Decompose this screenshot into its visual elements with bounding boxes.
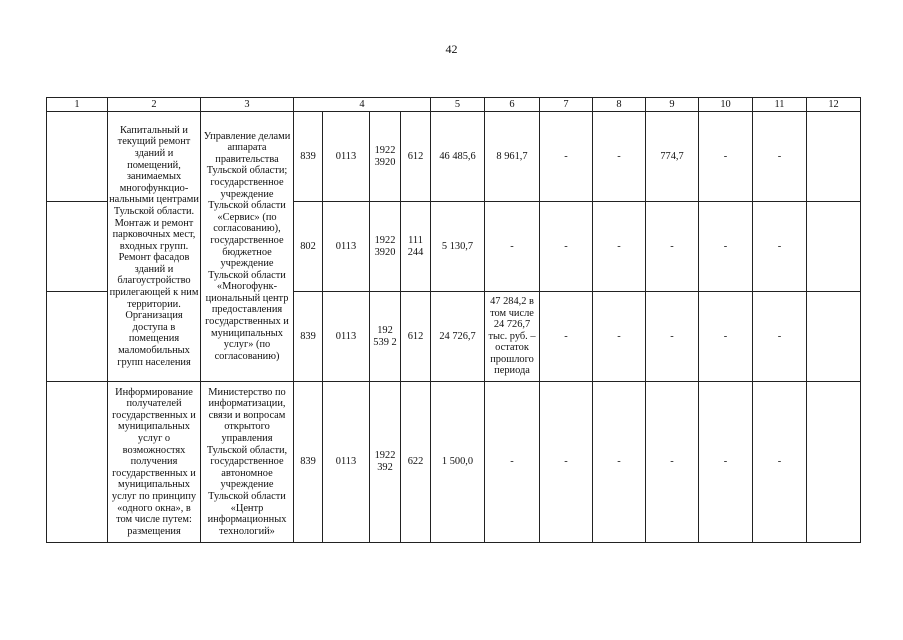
table-row — [47, 112, 861, 202]
col6-cell: 47 284,2 в том числе 24 726,7 тыс. руб. – остаток прошлого периода — [485, 292, 540, 382]
header-cell-11: 11 — [753, 98, 807, 112]
col8-cell: - — [593, 292, 646, 382]
col9-cell: - — [646, 382, 699, 543]
col11-cell: - — [753, 202, 807, 292]
col11-cell: - — [753, 112, 807, 202]
executor-cell: Управление делами аппарата правительства Тульской области; государственное учреждение Тульской области «Сервис» (по согласованию), государственное бюджетное учреждение Тульской области «Многофунк-циональный центр предоставления государственных и муниципальных услуг» (по согласованию) — [201, 112, 294, 382]
activity-cell: Информирование получателей государственных и муниципальных услуг о возможностях получения государственных и муниципальных услуг по принципу «одного окна», в том числе путем: размещения — [108, 382, 201, 543]
executor-cell: Министерство по информатизации, связи и вопросам открытого управления Тульской области, государственное автономное учреждение Тульской области «Центр информационных технологий» — [201, 382, 294, 543]
code-ministry-cell: 839 — [294, 112, 323, 202]
col10-cell: - — [699, 292, 753, 382]
code-section-cell: 0113 — [323, 382, 370, 543]
code-target-cell: 192 539 2 — [370, 292, 401, 382]
code-ministry-cell: 802 — [294, 202, 323, 292]
header-row — [47, 98, 861, 112]
budget-table — [46, 97, 861, 543]
activity-cell: Капитальный и текущий ремонт зданий и помещений, занимаемых многофункцио-нальными центрами Тульской области. Монтаж и ремонт парковочных мест, входных групп. Ремонт фасадов зданий и благоустройство прилегающей к ним территории. Организация доступа в помещения маломобильных групп населения — [108, 112, 201, 382]
code-target-cell: 1922 3920 — [370, 112, 401, 202]
col11-cell: - — [753, 292, 807, 382]
page-number: 42 — [445, 42, 458, 56]
col12-cell — [807, 382, 861, 543]
col5-cell: 46 485,6 — [431, 112, 485, 202]
header-cell-1: 1 — [47, 98, 108, 112]
code-target-cell: 1922 3920 — [370, 202, 401, 292]
col11-cell: - — [753, 382, 807, 543]
col5-cell: 1 500,0 — [431, 382, 485, 543]
col6-cell: - — [485, 202, 540, 292]
header-cell-7: 7 — [540, 98, 593, 112]
row-number-cell — [47, 202, 108, 292]
col12-cell — [807, 292, 861, 382]
col8-cell: - — [593, 112, 646, 202]
col5-cell: 24 726,7 — [431, 292, 485, 382]
header-cell-5: 5 — [431, 98, 485, 112]
col9-cell: - — [646, 202, 699, 292]
col12-cell — [807, 112, 861, 202]
code-ministry-cell: 839 — [294, 382, 323, 543]
col8-cell: - — [593, 202, 646, 292]
code-section-cell: 0113 — [323, 202, 370, 292]
code-type-cell: 612 — [401, 112, 431, 202]
header-cell-12: 12 — [807, 98, 861, 112]
code-ministry-cell: 839 — [294, 292, 323, 382]
header-cell-4: 4 — [294, 98, 431, 112]
col6-cell: 8 961,7 — [485, 112, 540, 202]
col10-cell: - — [699, 112, 753, 202]
header-cell-3: 3 — [201, 98, 294, 112]
col7-cell: - — [540, 112, 593, 202]
code-section-cell: 0113 — [323, 112, 370, 202]
col6-cell: - — [485, 382, 540, 543]
col5-cell: 5 130,7 — [431, 202, 485, 292]
code-section-cell: 0113 — [323, 292, 370, 382]
col7-cell: - — [540, 202, 593, 292]
header-cell-2: 2 — [108, 98, 201, 112]
table-row — [47, 382, 861, 543]
col9-cell: 774,7 — [646, 112, 699, 202]
header-cell-9: 9 — [646, 98, 699, 112]
header-cell-8: 8 — [593, 98, 646, 112]
code-type-cell: 622 — [401, 382, 431, 543]
col8-cell: - — [593, 382, 646, 543]
col10-cell: - — [699, 382, 753, 543]
code-type-cell: 111 244 — [401, 202, 431, 292]
col7-cell: - — [540, 382, 593, 543]
col12-cell — [807, 202, 861, 292]
row-number-cell — [47, 292, 108, 382]
code-target-cell: 1922 392 — [370, 382, 401, 543]
row-number-cell — [47, 382, 108, 543]
col10-cell: - — [699, 202, 753, 292]
code-type-cell: 612 — [401, 292, 431, 382]
col7-cell: - — [540, 292, 593, 382]
col9-cell: - — [646, 292, 699, 382]
row-number-cell — [47, 112, 108, 202]
header-cell-10: 10 — [699, 98, 753, 112]
header-cell-6: 6 — [485, 98, 540, 112]
